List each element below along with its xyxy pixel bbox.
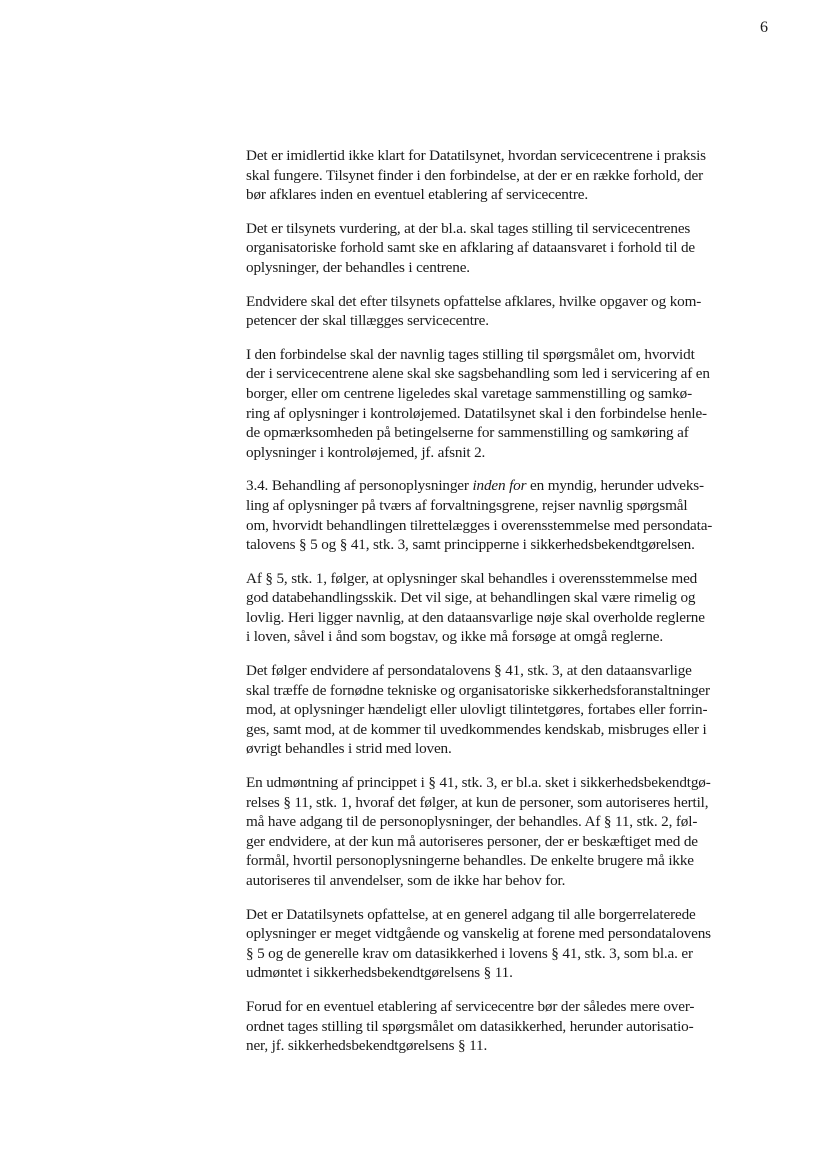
text-line: En udmøntning af princippet i § 41, stk. 3, er bl.a. sket i sikkerhedsbekendtgø-: [246, 774, 711, 792]
paragraph-4: [246, 345, 774, 463]
text-line: i loven, såvel i ånd som bogstav, og ikke må forsøge at omgå reglerne.: [246, 628, 664, 646]
paragraph-2: [246, 219, 774, 278]
text-line: lovlig. Heri ligger navnlig, at den dataansvarlige nøje skal overholde reglerne: [246, 608, 705, 626]
text-line: udmøntet i sikkerhedsbekendtgørelsens § 11.: [246, 964, 513, 982]
text-line: talovens § 5 og § 41, stk. 3, samt principperne i sikkerhedsbekendtgørelsen.: [246, 536, 695, 554]
text-line: borger, eller om centrene ligeledes skal varetage sammenstilling og samkø-: [246, 384, 693, 402]
text-line: § 5 og de generelle krav om datasikkerhed i lovens § 41, stk. 3, som bl.a. er: [246, 944, 693, 962]
text-segment: en myndig, herunder udveks-: [526, 477, 704, 495]
text-line: Endvidere skal det efter tilsynets opfattelse afklares, hvilke opgaver og kom-: [246, 292, 702, 310]
text-line: der i servicecentrene alene skal ske sagsbehandling som led i servicering af en: [246, 365, 710, 383]
text-line: Det er imidlertid ikke klart for Datatilsynet, hvordan servicecentrene i praksis: [246, 147, 706, 164]
text-line: organisatoriske forhold samt ske en afklaring af dataansvaret i forhold til de: [246, 239, 695, 257]
text-line: skal fungere. Tilsynet finder i den forbindelse, at der er en række forhold, der: [246, 166, 703, 184]
text-line: skal træffe de fornødne tekniske og organisatoriske sikkerhedsforanstaltninger: [246, 681, 710, 699]
paragraph-3: [246, 292, 774, 331]
text-line: må have adgang til de personoplysninger, der behandles. Af § 11, stk. 2, føl-: [246, 813, 698, 831]
text-line: ring af oplysninger i kontroløjemed. Datatilsynet skal i den forbindelse henle-: [246, 404, 707, 422]
text-line: autoriseres til anvendelser, som de ikke har behov for.: [246, 872, 566, 889]
text-line: oplysninger i kontroløjemed, jf. afsnit 2.: [246, 443, 486, 461]
paragraph-6: [246, 569, 774, 647]
text-line: I den forbindelse skal der navnlig tages stilling til spørgsmålet om, hvorvidt: [246, 345, 695, 363]
paragraph-10: [246, 997, 774, 1056]
text-line: de opmærksomheden på betingelserne for sammenstilling og samkøring af: [246, 424, 689, 442]
paragraph-7: [246, 661, 774, 759]
text-line: Det er Datatilsynets opfattelse, at en generel adgang til alle borgerrelaterede: [246, 905, 696, 923]
text-line: Forud for en eventuel etablering af servicecentre bør der således mere over-: [246, 997, 695, 1015]
text-line: Det er tilsynets vurdering, at der bl.a. skal tages stilling til servicecentrenes: [246, 219, 691, 237]
text-line: oplysninger er meget vidtgående og vanskelig at forene med persondatalovens: [246, 925, 711, 943]
text-line: ges, samt mod, at de kommer til uvedkommendes kendskab, misbruges eller i: [246, 720, 707, 738]
text-line: om, hvorvidt behandlingen tilrettelægges i overensstemmelse med persondata-: [246, 516, 713, 534]
paragraph-1: [246, 146, 774, 205]
text-line: ling af oplysninger på tværs af forvaltningsgrene, rejser navnlig spørgsmål: [246, 496, 688, 514]
text-line: øvrigt behandles i strid med loven.: [246, 740, 452, 758]
page-number: 6: [760, 19, 768, 36]
text-line: mod, at oplysninger hændeligt eller ulovligt tilintetgøres, fortabes eller forrin-: [246, 701, 708, 719]
text-line: ger endvidere, at der kun må autoriseres personer, der er beskæftiget med de: [246, 832, 698, 850]
text-line: Af § 5, stk. 1, følger, at oplysninger skal behandles i overensstemmelse med: [246, 569, 698, 587]
paragraph-8: [246, 773, 774, 891]
paragraph-5: [246, 476, 774, 554]
text-line: relses § 11, stk. 1, hvoraf det følger, at kun de personer, som autoriseres hertil,: [246, 793, 709, 811]
text-segment: 3.4. Behandling af personoplysninger: [246, 477, 473, 495]
text-line: god databehandlingsskik. Det vil sige, at behandlingen skal være rimelig og: [246, 589, 696, 607]
text-line: formål, hvortil personoplysningerne behandles. De enkelte brugere må ikke: [246, 852, 694, 870]
emphasis-text: inden for: [472, 477, 527, 495]
text-line: Det følger endvidere af persondatalovens § 41, stk. 3, at den dataansvarlige: [246, 662, 692, 680]
text-line: oplysninger, der behandles i centrene.: [246, 258, 470, 276]
text-line: [246, 476, 774, 496]
paragraph-9: [246, 905, 774, 983]
text-line: ner, jf. sikkerhedsbekendtgørelsens § 11.: [246, 1037, 488, 1055]
text-line: bør afklares inden en eventuel etablering af servicecentre.: [246, 186, 588, 204]
text-line: ordnet tages stilling til spørgsmålet om datasikkerhed, herunder autorisatio-: [246, 1017, 694, 1035]
text-line: petencer der skal tillægges servicecentre.: [246, 312, 489, 330]
document-body: [246, 146, 774, 1070]
